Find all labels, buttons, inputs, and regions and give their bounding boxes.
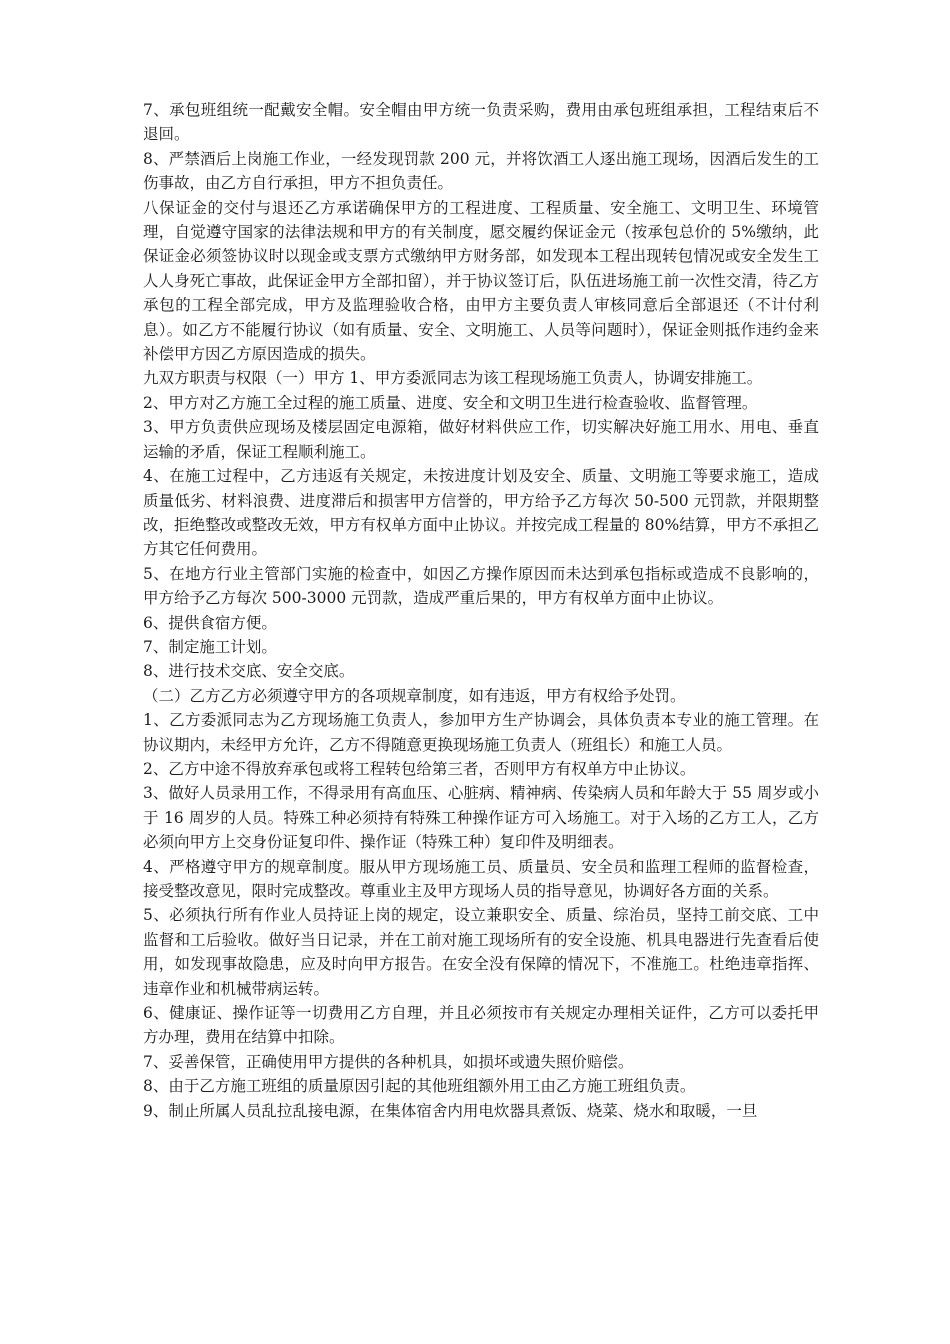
document-body [143, 98, 819, 1123]
paragraph: 7、制定施工计划。 [143, 637, 277, 656]
paragraph: 2、甲方对乙方施工全过程的施工质量、进度、安全和文明卫生进行检查验收、监督管理。 [143, 393, 758, 412]
paragraph: 7、妥善保管，正确使用甲方提供的各种机具，如损坏或遗失照价赔偿。 [143, 1052, 634, 1071]
paragraph: 3、做好人员录用工作，不得录用有高血压、心脏病、精神病、传染病人员和年龄大于 55 周岁或小于 16 周岁的人员。特殊工种必须持有特殊工种操作证方可入场施工。对于入场的乙方工人，乙方必须向甲方上交身份证复印件、操作证（特殊工种）复印件及明细表。 [143, 784, 819, 852]
paragraph: 8、严禁酒后上岗施工作业，一经发现罚款 200 元，并将饮酒工人逐出施工现场，因酒后发生的工伤事故，由乙方自行承担，甲方不担负责任。 [143, 149, 819, 193]
paragraph: 8、由于乙方施工班组的质量原因引起的其他班组额外用工由乙方施工班组负责。 [143, 1077, 696, 1096]
paragraph: （二）乙方乙方必须遵守甲方的各项规章制度，如有违返，甲方有权给予处罚。 [143, 686, 686, 705]
paragraph: 8、进行技术交底、安全交底。 [143, 662, 355, 681]
paragraph: 5、必须执行所有作业人员持证上岗的规定，设立兼职安全、质量、综治员，坚持工前交底、工中监督和工后验收。做好当日记录，并在工前对施工现场所有的安全设施、机具电器进行先查看后使用，如发现事故隐患，应及时向甲方报告。在安全没有保障的情况下，不准施工。杜绝违章指挥、违章作业和机械带病运转。 [143, 906, 819, 998]
paragraph: 6、提供食宿方便。 [143, 613, 277, 632]
paragraph: 7、承包班组统一配戴安全帽。安全帽由甲方统一负责采购，费用由承包班组承担，工程结束后不退回。 [143, 101, 819, 144]
paragraph: 2、乙方中途不得放弃承包或将工程转包给第三者，否则甲方有权单方中止协议。 [143, 759, 696, 778]
paragraph: 九双方职责与权限（一）甲方 1、甲方委派同志为该工程现场施工负责人，协调安排施工。 [143, 369, 763, 388]
paragraph: 4、严格遵守甲方的规章制度。服从甲方现场施工员、质量员、安全员和监理工程师的监督检查，接受整改意见，限时完成整改。尊重业主及甲方现场人员的指导意见，协调好各方面的关系。 [143, 857, 819, 900]
paragraph: 5、在地方行业主管部门实施的检查中，如因乙方操作原因而未达到承包指标或造成不良影响的，甲方给予乙方每次 500-3000 元罚款，造成严重后果的，甲方有权单方面中止协议。 [143, 564, 819, 608]
paragraph: 八保证金的交付与退还乙方承诺确保甲方的工程进度、工程质量、安全施工、文明卫生、环境管理，自觉遵守国家的法律法规和甲方的有关制度，愿交履约保证金元（按承包总价的 5%缴纳，此保证金必须签协议时以现金或支票方式缴纳甲方财务部，如发现本工程出现转包情况或安全发生工人人身死亡事故，此保证金甲方全部扣留），并于协议签订后，队伍进场施工前一次性交清，待乙方承包的工程全部完成，甲方及监理验收合格，由甲方主要负责人审核同意后全部退还（不计付利息）。如乙方不能履行协议（如有质量、安全、文明施工、人员等问题时），保证金则抵作违约金来补偿甲方因乙方原因造成的损失。 [143, 198, 819, 364]
paragraph: 9、制止所属人员乱拉乱接电源，在集体宿舍内用电炊器具煮饭、烧菜、烧水和取暖，一旦 [143, 1101, 758, 1120]
paragraph: 1、乙方委派同志为乙方现场施工负责人，参加甲方生产协调会，具体负责本专业的施工管理。在协议期内，未经甲方允许，乙方不得随意更换现场施工负责人（班组长）和施工人员。 [143, 711, 819, 754]
paragraph: 3、甲方负责供应现场及楼层固定电源箱，做好材料供应工作，切实解决好施工用水、用电、垂直运输的矛盾，保证工程顺利施工。 [143, 418, 819, 461]
paragraph: 4、在施工过程中，乙方违返有关规定，未按进度计划及安全、质量、文明施工等要求施工，造成质量低劣、材料浪费、进度滞后和损害甲方信誉的，甲方给予乙方每次 50-500 元罚款，并限期整改，拒绝整改或整改无效，甲方有权单方面中止协议。并按完成工程量的 80%结算，甲方不承担乙方其它任何费用。 [143, 467, 819, 559]
paragraph: 6、健康证、操作证等一切费用乙方自理，并且必须按市有关规定办理相关证件，乙方可以委托甲方办理，费用在结算中扣除。 [143, 1004, 819, 1047]
